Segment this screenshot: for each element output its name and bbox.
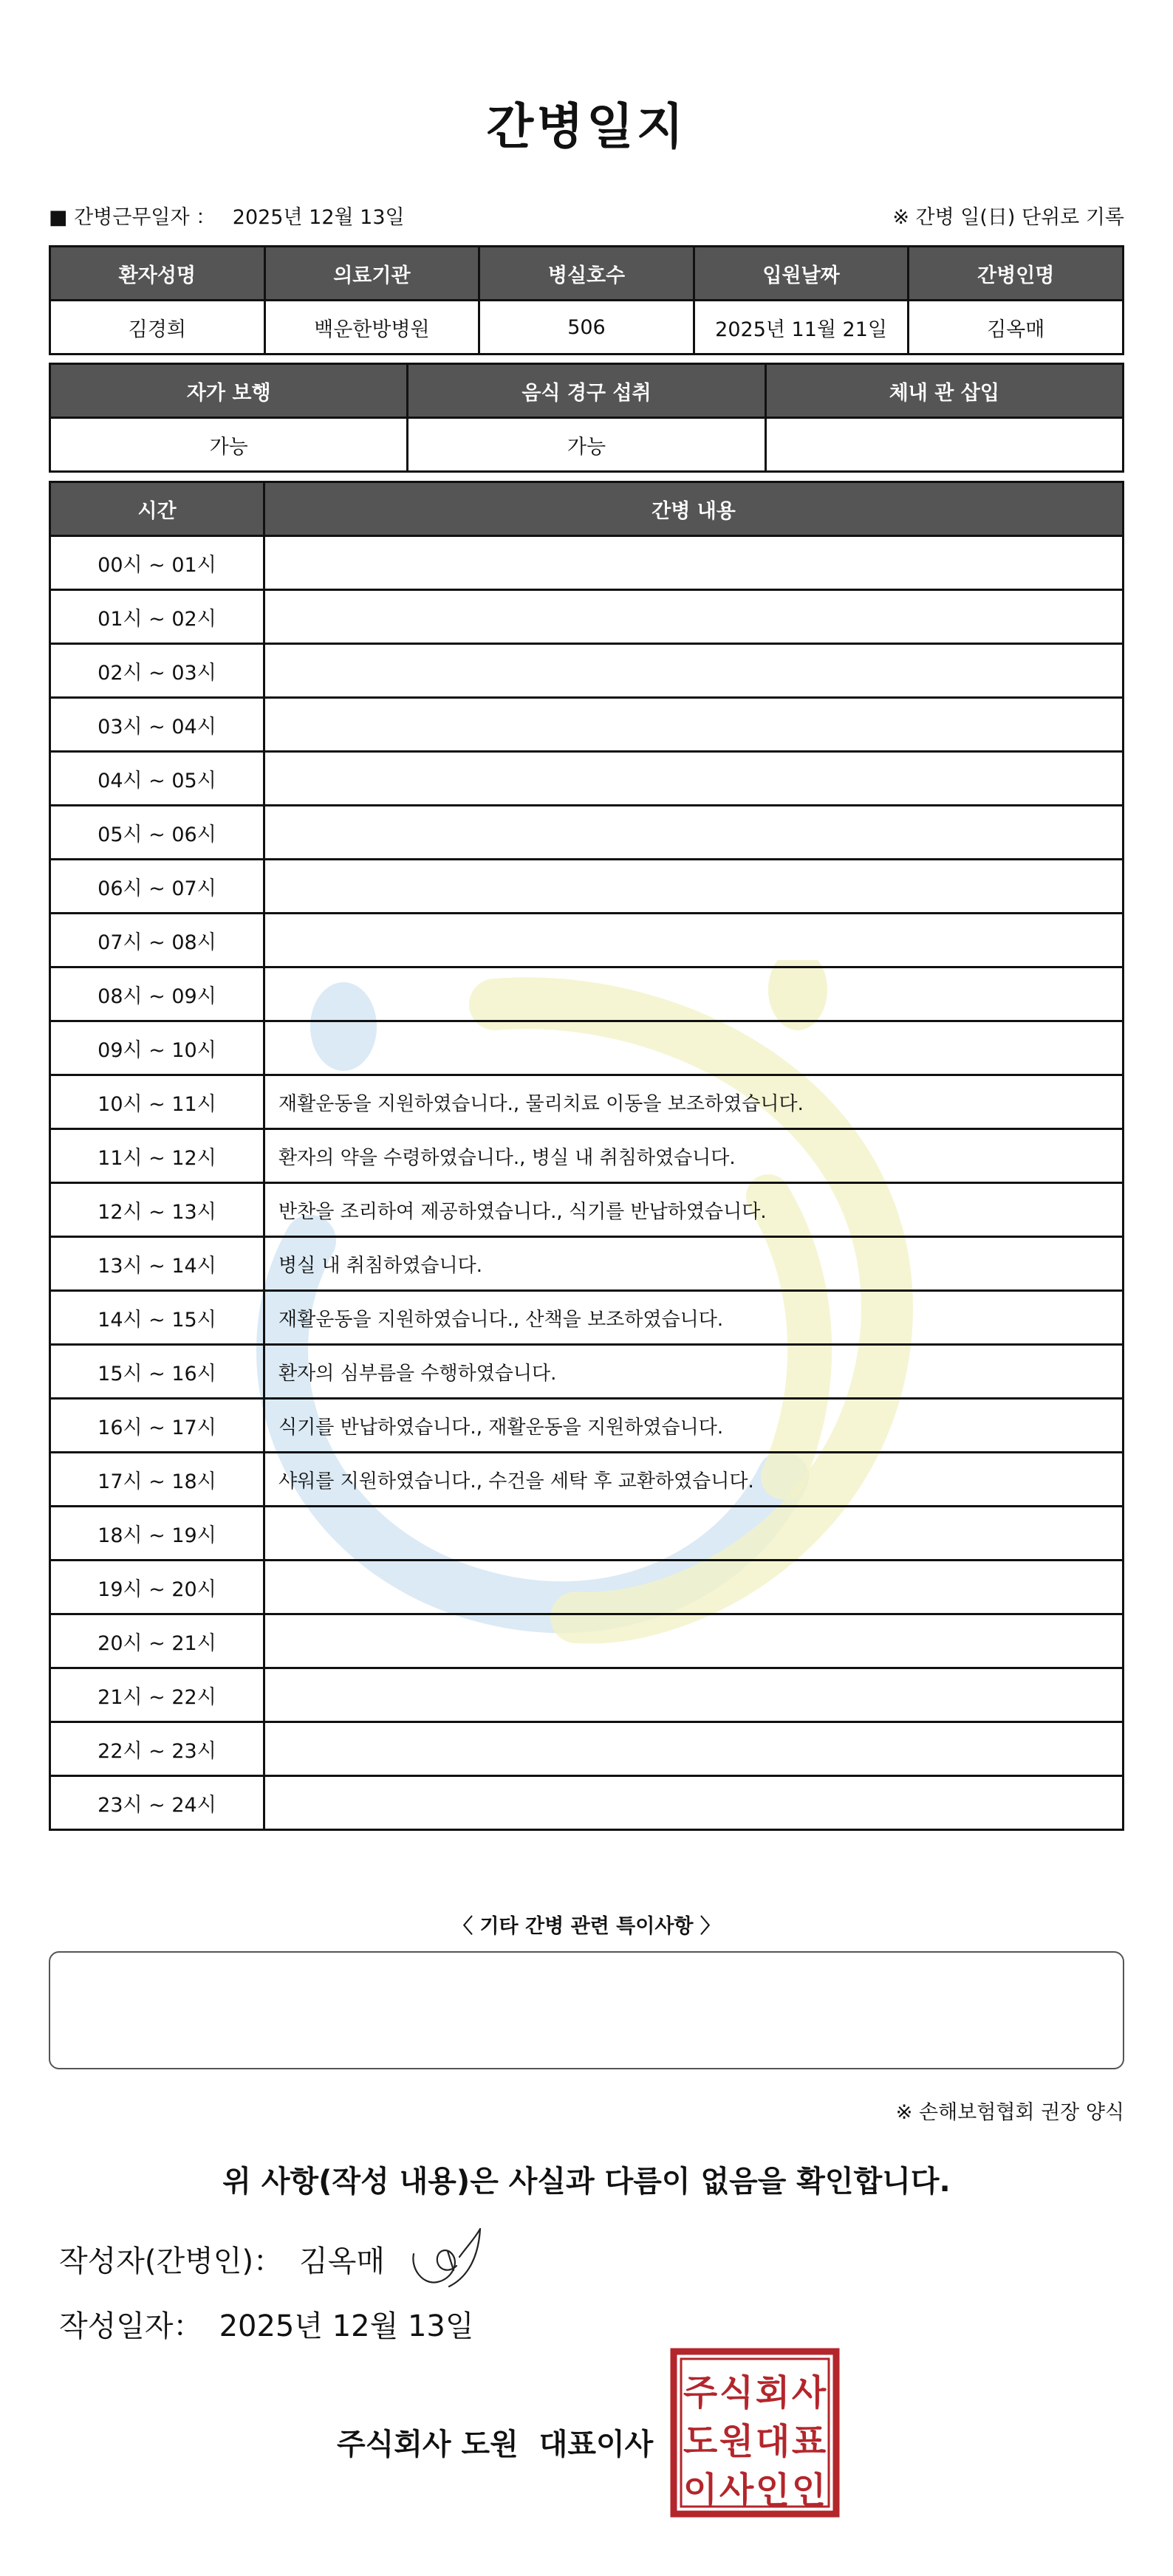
seal-glyph: 대 xyxy=(755,2421,790,2462)
patient-name: 김경희 xyxy=(50,301,265,354)
table-row xyxy=(50,590,1124,644)
care-content xyxy=(264,1507,1124,1561)
care-content xyxy=(264,1561,1124,1614)
time-slot: 05시 ~ 06시 xyxy=(50,806,264,860)
care-content: 샤워를 지원하였습니다., 수건을 세탁 후 교환하였습니다. xyxy=(264,1453,1124,1507)
table-row xyxy=(50,1129,1124,1183)
work-date-line xyxy=(49,201,405,230)
table-row xyxy=(50,1399,1124,1453)
table-row xyxy=(50,1075,1124,1129)
work-date-label: ■ 간병근무일자 ： xyxy=(49,206,216,229)
care-content xyxy=(264,914,1124,967)
header-time: 시간 xyxy=(50,482,264,536)
company-line xyxy=(337,2421,653,2463)
representative-title: 대표이사 xyxy=(538,2428,654,2462)
table-row xyxy=(50,1345,1124,1399)
care-content xyxy=(264,590,1124,644)
time-slot: 03시 ~ 04시 xyxy=(50,698,264,752)
table-row xyxy=(50,698,1124,752)
notes-box xyxy=(49,1951,1124,2069)
time-slot: 12시 ~ 13시 xyxy=(50,1183,264,1237)
time-slot: 09시 ~ 10시 xyxy=(50,1021,264,1075)
seal-glyph: 회 xyxy=(755,2372,790,2414)
written-date-line xyxy=(59,2303,474,2345)
care-content xyxy=(264,752,1124,806)
seal-glyph: 인 xyxy=(755,2470,790,2511)
table-row xyxy=(50,1021,1124,1075)
confirmation-statement: 위 사항(작성 내용)은 사실과 다름이 없음을 확인합니다. xyxy=(222,2165,951,2199)
time-slot: 08시 ~ 09시 xyxy=(50,967,264,1021)
table-row xyxy=(50,1183,1124,1237)
seal-glyph: 사 xyxy=(791,2372,827,2414)
form-note: ※ 손해보험협회 권장 양식 xyxy=(895,2101,1124,2124)
care-log-table xyxy=(49,481,1124,1831)
header-caregiver: 간병인명 xyxy=(909,247,1124,301)
care-content: 식기를 반납하였습니다., 재활운동을 지원하였습니다. xyxy=(264,1399,1124,1453)
time-slot: 13시 ~ 14시 xyxy=(50,1237,264,1291)
header-patient-name: 환자성명 xyxy=(50,247,265,301)
header-hospital: 의료기관 xyxy=(264,247,479,301)
seal-glyph: 이 xyxy=(683,2470,718,2511)
table-row xyxy=(50,644,1124,698)
time-slot: 11시 ~ 12시 xyxy=(50,1129,264,1183)
time-slot: 06시 ~ 07시 xyxy=(50,860,264,914)
time-slot: 22시 ~ 23시 xyxy=(50,1722,264,1776)
care-content: 환자의 심부름을 수행하였습니다. xyxy=(264,1345,1124,1399)
time-slot: 21시 ~ 22시 xyxy=(50,1668,264,1722)
writer-label: 작성자(간병인)： xyxy=(59,2244,284,2278)
caregiver-name: 김옥매 xyxy=(909,301,1124,354)
time-slot: 07시 ~ 08시 xyxy=(50,914,264,967)
table-row xyxy=(50,536,1124,590)
company-name: 주식회사 도원 xyxy=(337,2428,519,2462)
time-slot: 15시 ~ 16시 xyxy=(50,1345,264,1399)
table-row xyxy=(50,1237,1124,1291)
seal-glyph: 원 xyxy=(719,2421,754,2462)
header-tube-insertion: 체내 관 삽입 xyxy=(765,364,1123,418)
table-row xyxy=(50,806,1124,860)
care-content: 재활운동을 지원하였습니다., 산책을 보조하였습니다. xyxy=(264,1291,1124,1345)
header-oral-intake: 음식 경구 섭취 xyxy=(408,364,765,418)
written-date: 2025년 12월 13일 xyxy=(219,2309,474,2343)
time-slot: 23시 ~ 24시 xyxy=(50,1776,264,1830)
writer-line xyxy=(59,2238,385,2280)
time-slot: 04시 ~ 05시 xyxy=(50,752,264,806)
table-row xyxy=(50,1291,1124,1345)
seal-glyph: 도 xyxy=(683,2421,718,2462)
time-slot: 02시 ~ 03시 xyxy=(50,644,264,698)
handwritten-signature xyxy=(408,2224,489,2291)
hospital-name: 백운한방병원 xyxy=(264,301,479,354)
care-content xyxy=(264,698,1124,752)
time-slot: 18시 ~ 19시 xyxy=(50,1507,264,1561)
header-walking: 자가 보행 xyxy=(50,364,408,418)
table-row xyxy=(50,860,1124,914)
patient-status-table xyxy=(49,363,1124,473)
seal-glyph: 주 xyxy=(683,2372,718,2414)
table-row xyxy=(50,1453,1124,1507)
admission-date: 2025년 11월 21일 xyxy=(694,301,909,354)
notes-title: 〈 기타 간병 관련 특이사항 〉 xyxy=(453,1915,720,1938)
company-seal xyxy=(669,2347,841,2518)
care-content xyxy=(264,1614,1124,1668)
room-number: 506 xyxy=(479,301,694,354)
table-row xyxy=(50,1722,1124,1776)
care-content: 반찬을 조리하여 제공하였습니다., 식기를 반납하였습니다. xyxy=(264,1183,1124,1237)
table-row xyxy=(50,1668,1124,1722)
care-content xyxy=(264,806,1124,860)
care-content xyxy=(264,644,1124,698)
care-content xyxy=(264,1668,1124,1722)
seal-glyph: 인 xyxy=(791,2470,827,2511)
time-slot: 20시 ~ 21시 xyxy=(50,1614,264,1668)
table-row xyxy=(50,1561,1124,1614)
header-room: 병실호수 xyxy=(479,247,694,301)
walking-status: 가능 xyxy=(50,418,408,472)
table-row xyxy=(50,1614,1124,1668)
table-row xyxy=(50,914,1124,967)
tube-insertion-status xyxy=(765,418,1123,472)
care-content xyxy=(264,1722,1124,1776)
record-note: ※ 간병 일(日) 단위로 기록 xyxy=(892,206,1124,229)
time-slot: 10시 ~ 11시 xyxy=(50,1075,264,1129)
care-content xyxy=(264,536,1124,590)
work-date-value: 2025년 12월 13일 xyxy=(232,206,405,229)
seal-glyph: 표 xyxy=(791,2421,827,2462)
time-slot: 17시 ~ 18시 xyxy=(50,1453,264,1507)
header-care-content: 간병 내용 xyxy=(264,482,1124,536)
table-row xyxy=(50,752,1124,806)
oral-intake-status: 가능 xyxy=(408,418,765,472)
time-slot: 16시 ~ 17시 xyxy=(50,1399,264,1453)
header-admission-date: 입원날짜 xyxy=(694,247,909,301)
writer-name: 김옥매 xyxy=(299,2244,385,2278)
care-content xyxy=(264,860,1124,914)
care-content: 병실 내 취침하였습니다. xyxy=(264,1237,1124,1291)
table-row xyxy=(50,1507,1124,1561)
care-content xyxy=(264,967,1124,1021)
table-row xyxy=(50,1776,1124,1830)
patient-info-table xyxy=(49,245,1124,355)
care-log-body xyxy=(50,536,1124,1830)
time-slot: 19시 ~ 20시 xyxy=(50,1561,264,1614)
care-content xyxy=(264,1021,1124,1075)
written-date-label: 작성일자： xyxy=(59,2309,203,2343)
seal-glyph: 사 xyxy=(719,2470,754,2511)
care-content xyxy=(264,1776,1124,1830)
table-row xyxy=(50,967,1124,1021)
care-content: 환자의 약을 수령하였습니다., 병실 내 취침하였습니다. xyxy=(264,1129,1124,1183)
time-slot: 00시 ~ 01시 xyxy=(50,536,264,590)
document-title: 간병일지 xyxy=(486,98,687,155)
care-content: 재활운동을 지원하였습니다., 물리치료 이동을 보조하였습니다. xyxy=(264,1075,1124,1129)
time-slot: 01시 ~ 02시 xyxy=(50,590,264,644)
seal-glyph: 식 xyxy=(719,2372,754,2414)
time-slot: 14시 ~ 15시 xyxy=(50,1291,264,1345)
